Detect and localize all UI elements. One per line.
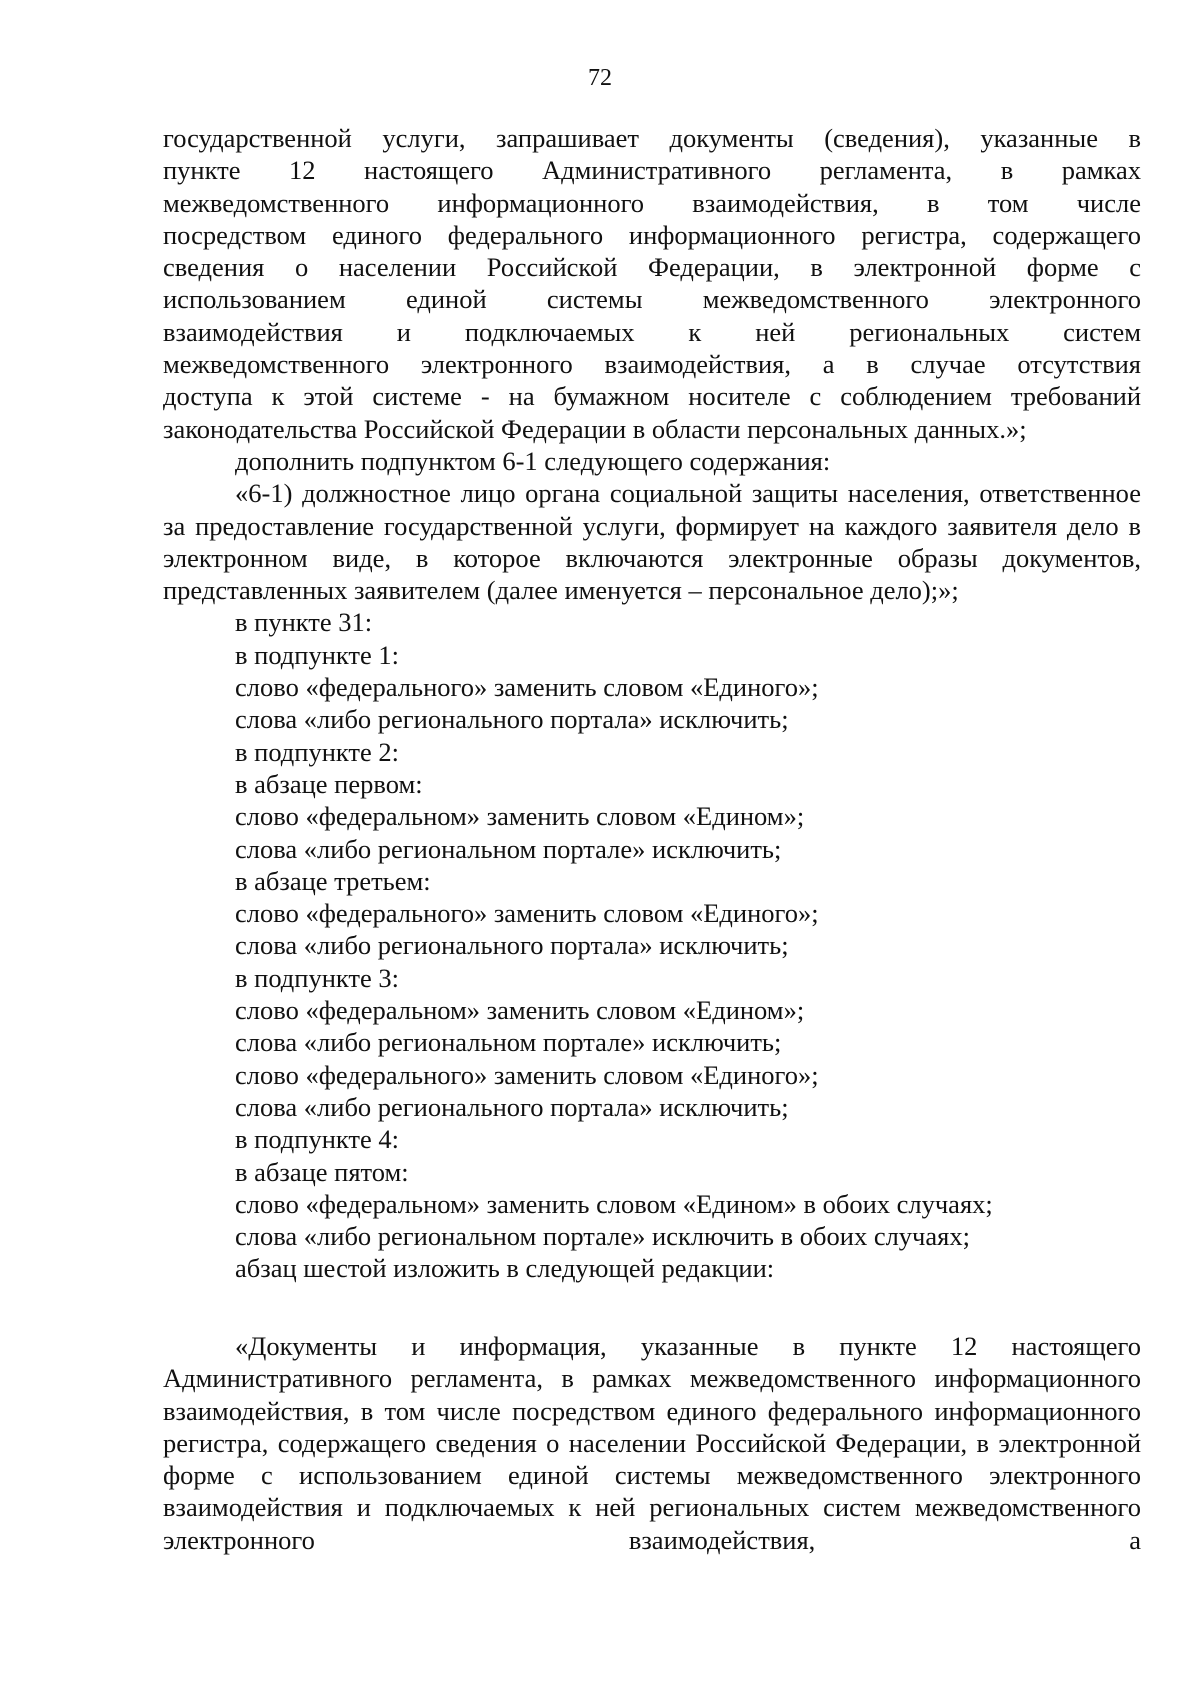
paragraph: слова «либо региональном портале» исключить;: [235, 833, 782, 864]
paragraph: в абзаце третьем:: [235, 865, 431, 896]
paragraph: слова «либо регионального портала» исключить;: [235, 1091, 789, 1122]
paragraph: в подпункте 3:: [235, 962, 400, 993]
text-line: посредством единого федерального информационного регистра, содержащего: [163, 219, 1141, 250]
text-line: межведомственного информационного взаимодействия, в том числе: [163, 187, 1141, 218]
document-body-continued: [163, 1330, 1141, 1556]
paragraph: слово «федерального» заменить словом «Единого»;: [235, 672, 819, 703]
paragraph: «6-1) должностное лицо органа социальной защиты населения, ответственное за предоставление государственной услуги, формирует на каждого заявителя дело в электронном виде, в которое включаются электронные образы документов, представленных заявителем (далее именуется – персональное дело);»;: [163, 478, 1141, 606]
paragraph: в подпункте 1:: [235, 639, 400, 670]
paragraph: слово «федеральном» заменить словом «Едином»;: [235, 995, 805, 1026]
text-line: государственной услуги, запрашивает документы (сведения), указанные в: [163, 123, 1141, 153]
paragraph: слово «федеральном» заменить словом «Едином» в обоих случаях;: [235, 1188, 993, 1219]
text-line: законодательства Российской Федерации в области персональных данных.»;: [163, 413, 1027, 444]
paragraph: слова «либо регионального портала» исключить;: [235, 704, 789, 735]
document-body: [163, 122, 1141, 1285]
paragraph: в подпункте 4:: [235, 1124, 400, 1155]
paragraph: в подпункте 2:: [235, 736, 400, 767]
text-line: взаимодействия и подключаемых к ней региональных систем: [163, 316, 1141, 347]
paragraph: «Документы и информация, указанные в пункте 12 настоящего Административного регламента, в рамках межведомственного информационного взаимодействия, в том числе посредством единого федерального информационного регистра, содержащего сведения о населении Российской Федерации, в электронной форме с использованием единой системы межведомственного электронного взаимодействия и подключаемых к ней региональных систем межведомственного электронного взаимодействия, а: [163, 1331, 1141, 1555]
paragraph: в абзаце пятом:: [235, 1156, 409, 1187]
text-line: межведомственного электронного взаимодействия, а в случае отсутствия: [163, 349, 1141, 380]
text-line: использованием единой системы межведомственного электронного: [163, 284, 1141, 315]
paragraph: слово «федерального» заменить словом «Единого»;: [235, 1059, 819, 1090]
paragraph: дополнить подпунктом 6-1 следующего содержания:: [235, 445, 831, 476]
paragraph: слова «либо регионального портала» исключить;: [235, 930, 789, 961]
text-line: сведения о населении Российской Федерации, в электронной форме с: [163, 252, 1141, 283]
paragraph: слово «федеральном» заменить словом «Едином»;: [235, 801, 805, 832]
paragraph: слова «либо региональном портале» исключить в обоих случаях;: [235, 1221, 970, 1252]
paragraph: абзац шестой изложить в следующей редакции:: [235, 1253, 775, 1284]
page-number: 72: [588, 65, 612, 91]
text-line: доступа к этой системе - на бумажном носителе с соблюдением требований: [163, 381, 1141, 412]
paragraph: слово «федерального» заменить словом «Единого»;: [235, 898, 819, 929]
paragraph: в пункте 31:: [235, 607, 373, 638]
paragraph: слова «либо региональном портале» исключить;: [235, 1027, 782, 1058]
paragraph: в абзаце первом:: [235, 768, 423, 799]
text-line: пункте 12 настоящего Административного регламента, в рамках: [163, 155, 1141, 186]
